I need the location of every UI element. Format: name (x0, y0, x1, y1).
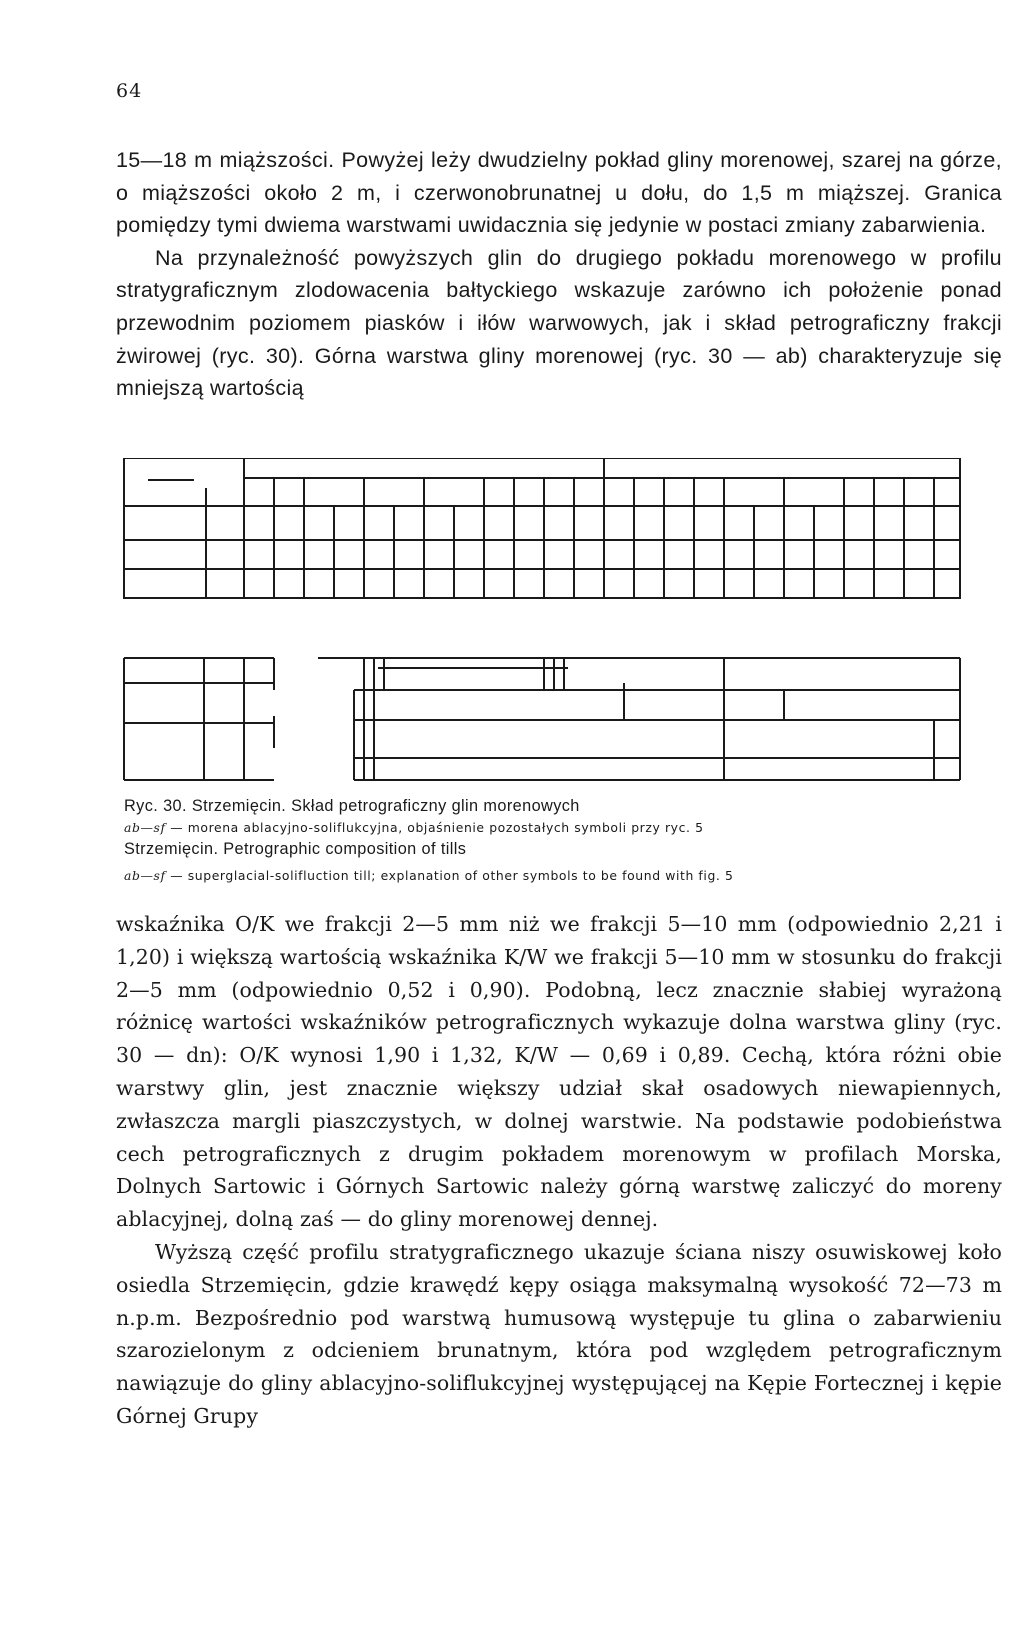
caption-polish: Ryc. 30. Strzemięcin. Skład petrograficzny glin morenowych (124, 797, 580, 815)
body-text-top (116, 144, 1002, 405)
caption-symbol: ab—sf (124, 820, 166, 835)
paragraph: Na przynależność powyższych glin do drugiego pokładu morenowego w profilu stratygraficznym zlodowacenia bałtyckiego wskazuje zarówno ich położenie ponad przewodnim poziomem piasków i iłów warwowych, jak i skład petrograficzny frakcji żwirowej (ryc. 30). Górna warstwa gliny morenowej (ryc. 30 — ab) charakteryzuje się mniejszą wartością (116, 245, 1002, 401)
caption-note-text: — superglacial-solifluction till; explanation of other symbols to be found with fig. 5 (165, 868, 734, 883)
caption-symbol: ab—sf (124, 868, 166, 883)
caption-polish-note (124, 817, 1004, 839)
caption-english-note (124, 865, 1004, 887)
body-text-bottom (116, 908, 1002, 1433)
lower-panel (124, 658, 960, 780)
paragraph: 15—18 m miąższości. Powyżej leży dwudzielny pokład gliny morenowej, szarej na górze, o miąższości około 2 m, i czerwonobrunatnej u dołu, do 1,5 m miąższej. Granica pomiędzy tymi dwiema warstwami uwidacznia się jedynie w postaci zmiany zabarwienia. (116, 148, 1002, 238)
caption-english: Strzemięcin. Petrographic composition of tills (124, 840, 467, 858)
caption-note-text: — morena ablacyjno-soliflukcyjna, objaśnienie pozostałych symboli przy ryc. 5 (165, 820, 704, 835)
paragraph: wskaźnika O/K we frakcji 2—5 mm niż we frakcji 5—10 mm (odpowiednio 2,21 i 1,20) i większą wartością wskaźnika K/W we frakcji 5—10 mm w stosunku do frakcji 2—5 mm (odpowiednio 0,52 i 0,90). Podobną, lecz znacznie słabiej wyrażoną różnicę wartości wskaźników petrograficznych wykazuje dolna warstwa gliny (ryc. 30 — dn): O/K wynosi 1,90 i 1,32, K/W — 0,69 i 0,89. Cechą, która różni obie warstwy glin, jest znacznie większy udział skał osadowych niewapiennych, zwłaszcza margli piaszczystych, w dolnej warstwie. Na podstawie podobieństwa cech petrograficznych z drugim pokładem morenowym w profilach Morska, Dolnych Sartowic i Górnych Sartowic należy górną warstwę zaliczyć do moreny ablacyjnej, dolną zaś — do gliny morenowej dennej. (116, 912, 1002, 1232)
page-number: 64 (116, 80, 143, 102)
paragraph: Wyższą część profilu stratygraficznego ukazuje ściana niszy osuwiskowej koło osiedla Strzemięcin, gdzie krawędź kępy osiąga maksymalną wysokość 72—73 m n.p.m. Bezpośrednio pod warstwą humusową występuje tu glina o zabarwieniu szarozielonym z odcieniem brunatnym, która pod względem petrograficznym nawiązuje do gliny ablacyjno-soliflukcyjnej występującej na Kępie Fortecznej i kępie Górnej Grupy (116, 1239, 1002, 1428)
figure-diagram (118, 458, 1004, 788)
figure-caption (124, 796, 1004, 887)
upper-panel (124, 458, 960, 598)
